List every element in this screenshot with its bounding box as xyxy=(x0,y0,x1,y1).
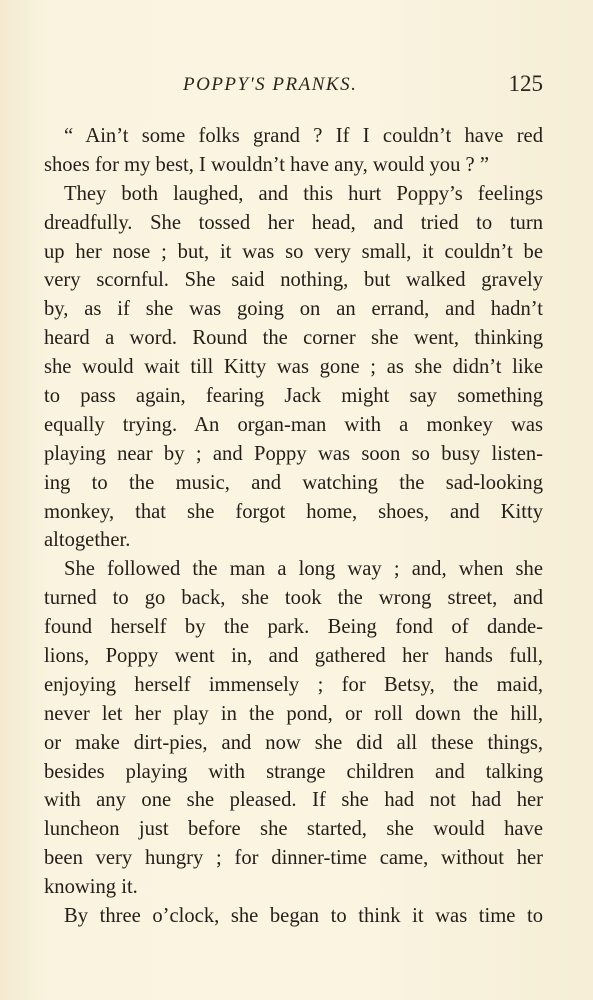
body-text xyxy=(44,122,543,931)
text-line: dreadfully. She tossed her head, and tried to turn xyxy=(44,211,543,234)
page-number: 125 xyxy=(508,71,543,96)
text-line: besides playing with strange children and talking xyxy=(44,760,543,783)
text-line: to pass again, fearing Jack might say something xyxy=(44,385,543,408)
text-line: ing to the music, and watching the sad-looking xyxy=(44,471,543,494)
text-line: luncheon just before she started, she would have xyxy=(44,818,543,841)
text-line: heard a word. Round the corner she went, thinking xyxy=(44,327,543,350)
text-line: found herself by the park. Being fond of dande- xyxy=(44,616,543,639)
text-line: been very hungry ; for dinner-time came, without her xyxy=(44,847,543,870)
text-line: enjoying herself immensely ; for Betsy, the maid, xyxy=(44,673,543,696)
text-line: equally trying. An organ-man with a monkey was xyxy=(44,413,543,436)
text-line: She followed the man a long way ; and, when she xyxy=(64,558,543,581)
text-line: lions, Poppy went in, and gathered her hands full, xyxy=(44,645,543,668)
text-line: altogether. xyxy=(44,529,131,552)
text-line: turned to go back, she took the wrong street, and xyxy=(44,587,543,610)
running-head xyxy=(44,71,543,104)
text-line: “ Ain’t some folks grand ? If I couldn’t have red xyxy=(64,125,543,147)
text-line: never let her play in the pond, or roll down the hill, xyxy=(44,702,543,725)
text-line: playing near by ; and Poppy was soon so busy listen- xyxy=(44,442,543,465)
text-line: by, as if she was going on an errand, and hadn’t xyxy=(44,298,543,321)
text-line: up her nose ; but, it was so very small, it couldn’t be xyxy=(44,240,543,263)
text-line: knowing it. xyxy=(44,876,138,899)
text-line: she would wait till Kitty was gone ; as she didn’t like xyxy=(44,356,543,379)
text-line: very scornful. She said nothing, but walked gravely xyxy=(44,269,543,292)
text-line: By three o’clock, she began to think it was time to xyxy=(64,905,543,928)
text-line: with any one she pleased. If she had not had her xyxy=(44,789,543,812)
text-line: monkey, that she forgot home, shoes, and Kitty xyxy=(44,500,543,523)
running-title: POPPY'S PRANKS. xyxy=(183,74,358,95)
text-line: shoes for my best, I wouldn’t have any, would you ? ” xyxy=(44,153,489,176)
text-line: They both laughed, and this hurt Poppy’s feelings xyxy=(64,182,543,205)
text-line: or make dirt-pies, and now she did all these things, xyxy=(44,731,543,754)
